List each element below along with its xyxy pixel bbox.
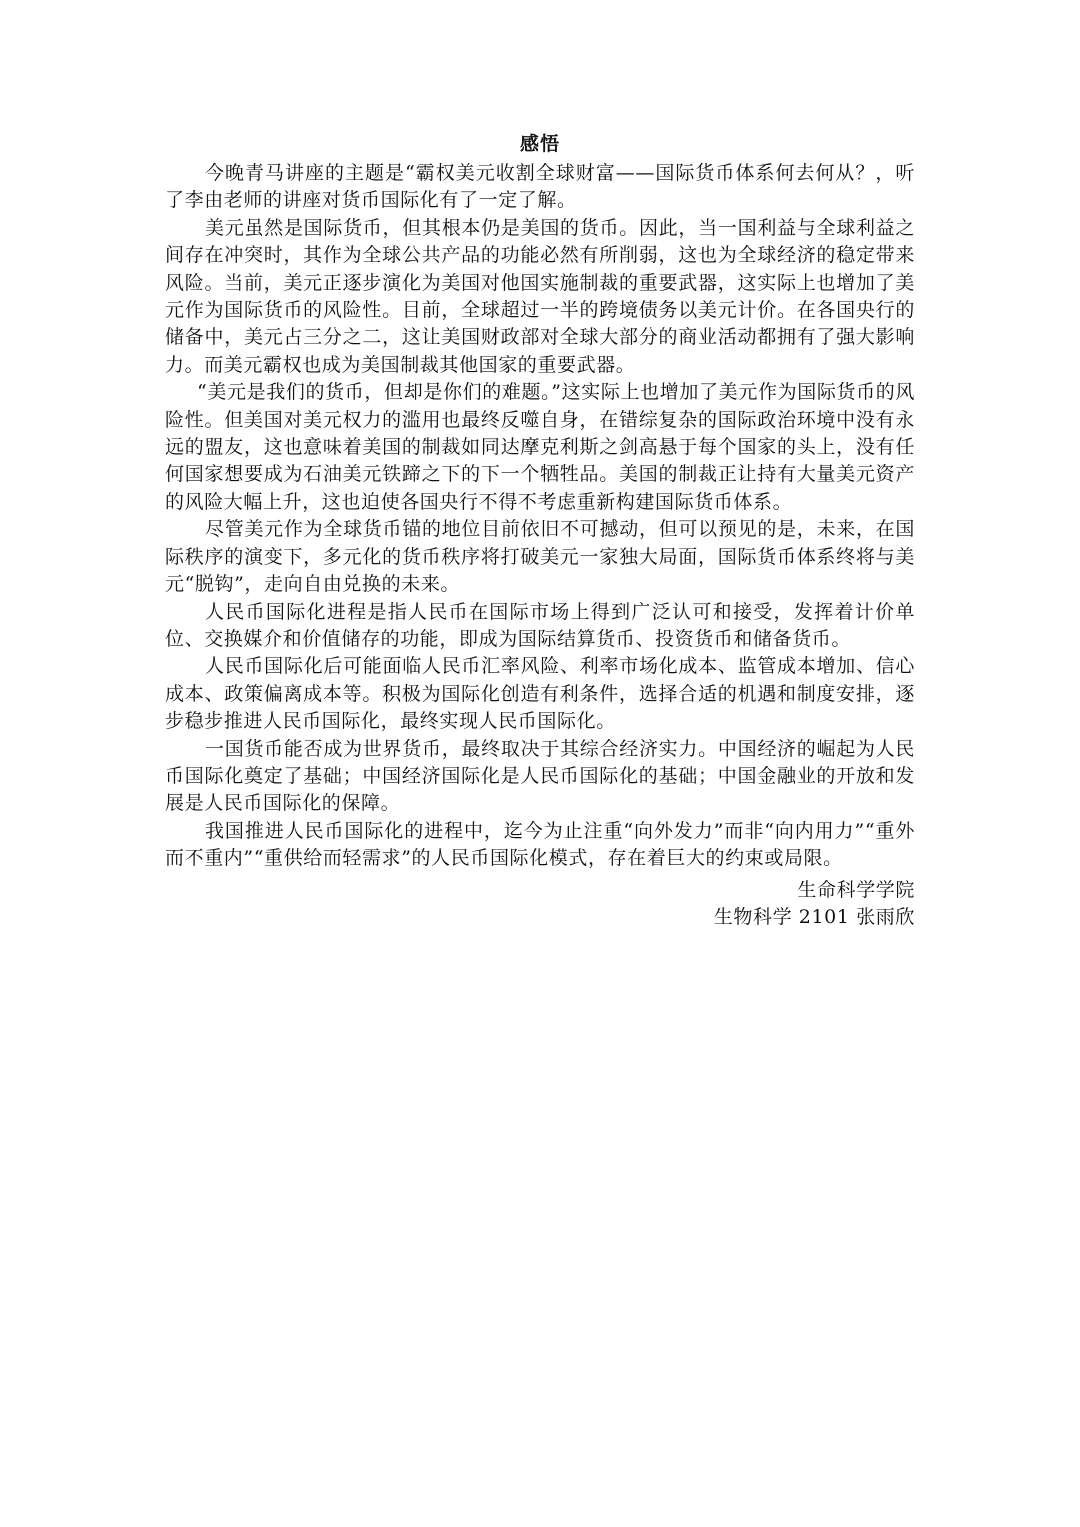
paragraph-4: 尽管美元作为全球货币锚的地位目前依旧不可撼动，但可以预见的是，未来，在国际秩序的演变下，多元化的货币秩序将打破美元一家独大局面，国际货币体系终将与美元“脱钩”，走向自由兑换的未来。 xyxy=(165,518,915,596)
paragraph-1: 今晚青马讲座的主题是“霸权美元收割全球财富——国际货币体系何去何从？，听了李由老师的讲座对货币国际化有了一定了解。 xyxy=(165,162,915,212)
signature-school: 生命科学学院 xyxy=(797,878,915,901)
paragraph-2: 美元虽然是国际货币，但其根本仍是美国的货币。因此，当一国利益与全球利益之间存在冲突时，其作为全球公共产品的功能必然有所削弱，这也为全球经济的稳定带来风险。当前，美元正逐步演化为美国对他国实施制裁的重要武器，这实际上也增加了美元作为国际货币的风险性。目前，全球超过一半的跨境债务以美元计价。在各国央行的储备中，美元占三分之二，这让美国财政部对全球大部分的商业活动都拥有了强大影响力。而美元霸权也成为美国制裁其他国家的重要武器。 xyxy=(165,216,915,376)
paragraph-5: 人民币国际化进程是指人民币在国际市场上得到广泛认可和接受，发挥着计价单位、交换媒介和价值储存的功能，即成为国际结算货币、投资货币和储备货币。 xyxy=(165,600,915,650)
paragraph-7: 一国货币能否成为世界货币，最终取决于其综合经济实力。中国经济的崛起为人民币国际化奠定了基础；中国经济国际化是人民币国际化的基础；中国金融业的开放和发展是人民币国际化的保障。 xyxy=(165,737,915,815)
paragraph-3: “美元是我们的货币，但却是你们的难题。”这实际上也增加了美元作为国际货币的风险性。但美国对美元权力的滥用也最终反噬自身，在错综复杂的国际政治环境中没有永远的盟友，这也意味着美国的制裁如同达摩克利斯之剑高悬于每个国家的头上，没有任何国家想要成为石油美元铁蹄之下的下一个牺牲品。美国的制裁正让持有大量美元资产的风险大幅上升，这也迫使各国央行不得不考虑重新构建国际货币体系。 xyxy=(165,381,915,513)
paragraph-6: 人民币国际化后可能面临人民币汇率风险、利率市场化成本、监管成本增加、信心成本、政策偏离成本等。积极为国际化创造有利条件，选择合适的机遇和制度安排，逐步稳步推进人民币国际化，最终实现人民币国际化。 xyxy=(165,655,915,733)
document-title: 感悟 xyxy=(519,133,560,155)
document-body xyxy=(165,128,915,931)
signature-class-name: 生物科学 2101 张雨欣 xyxy=(713,905,915,928)
paragraph-8: 我国推进人民币国际化的进程中，迄今为止注重“向外发力”而非“向内用力”“重外而不重内”“重供给而轻需求”的人民币国际化模式，存在着巨大的约束或局限。 xyxy=(165,819,915,870)
